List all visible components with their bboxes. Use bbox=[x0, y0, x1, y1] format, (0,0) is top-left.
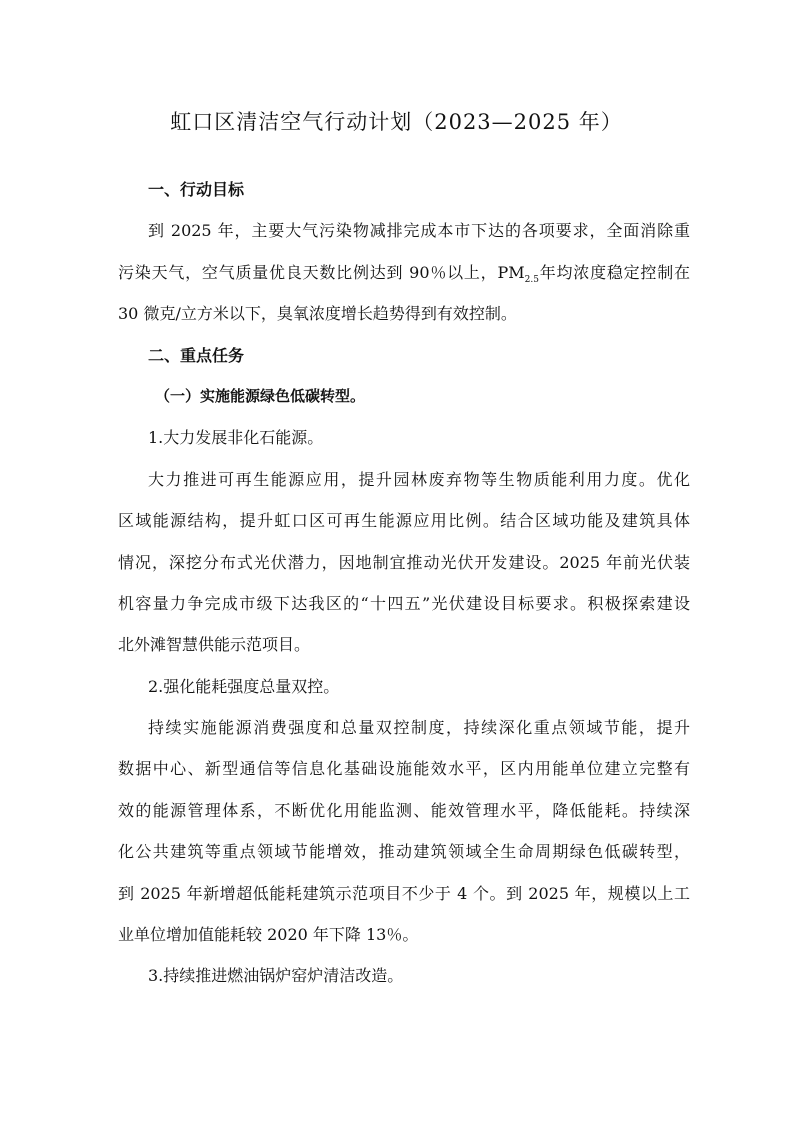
paragraph-line: 化公共建筑等重点领域节能增效，推动建筑领域全生命周期绿色低碳转型， bbox=[118, 842, 690, 862]
item-heading: 3.持续推进燃油锅炉窑炉清洁改造。 bbox=[148, 966, 404, 986]
paragraph-line: 数据中心、新型通信等信息化基础设施能效水平，区内用能单位建立完整有 bbox=[118, 759, 690, 779]
paragraph-line: 区域能源结构，提升虹口区可再生能源应用比例。结合区域功能及建筑具体 bbox=[118, 511, 690, 531]
paragraph-line: 大力推进可再生能源应用，提升园林废弃物等生物质能利用力度。优化 bbox=[148, 469, 690, 489]
paragraph-line: 30 微克/立方米以下，臭氧浓度增长趋势得到有效控制。 bbox=[118, 304, 517, 324]
paragraph-line: 业单位增加值能耗较 2020 年下降 13％。 bbox=[118, 925, 419, 945]
document-title: 虹口区清洁空气行动计划（2023—2025 年） bbox=[170, 110, 623, 134]
document-body bbox=[118, 169, 690, 997]
paragraph-line: 效的能源管理体系，不断优化用能监测、能效管理水平，降低能耗。持续深 bbox=[118, 800, 690, 820]
paragraph-line: 北外滩智慧供能示范项目。 bbox=[118, 635, 311, 655]
pm-subscript: 2.5 bbox=[524, 274, 539, 285]
paragraph-line: 到 2025 年，主要大气污染物减排完成本市下达的各项要求，全面消除重 bbox=[148, 221, 690, 241]
section-heading: 一、行动目标 bbox=[148, 180, 245, 199]
item-heading: 1.大力发展非化石能源。 bbox=[148, 428, 324, 448]
paragraph-line: 情况，深挖分布式光伏潜力，因地制宜推动光伏开发建设。2025 年前光伏装 bbox=[118, 552, 690, 572]
subsection-heading: （一）实施能源绿色低碳转型。 bbox=[155, 386, 366, 405]
paragraph-line: 机容量力争完成市级下达我区的“十四五”光伏建设目标要求。积极探索建设 bbox=[118, 593, 690, 613]
item-heading: 2.强化能耗强度总量双控。 bbox=[148, 676, 340, 696]
paragraph-line: 污染天气，空气质量优良天数比例达到 90％以上，$PM_{2.5}$年均浓度稳定控制在 bbox=[118, 262, 690, 285]
paragraph-line: 到 2025 年新增超低能耗建筑示范项目不少于 4 个。到 2025 年，规模以上工 bbox=[118, 883, 690, 903]
paragraph-line: 持续实施能源消费强度和总量双控制度，持续深化重点领域节能，提升 bbox=[148, 718, 690, 738]
section-heading: 二、重点任务 bbox=[148, 345, 245, 365]
